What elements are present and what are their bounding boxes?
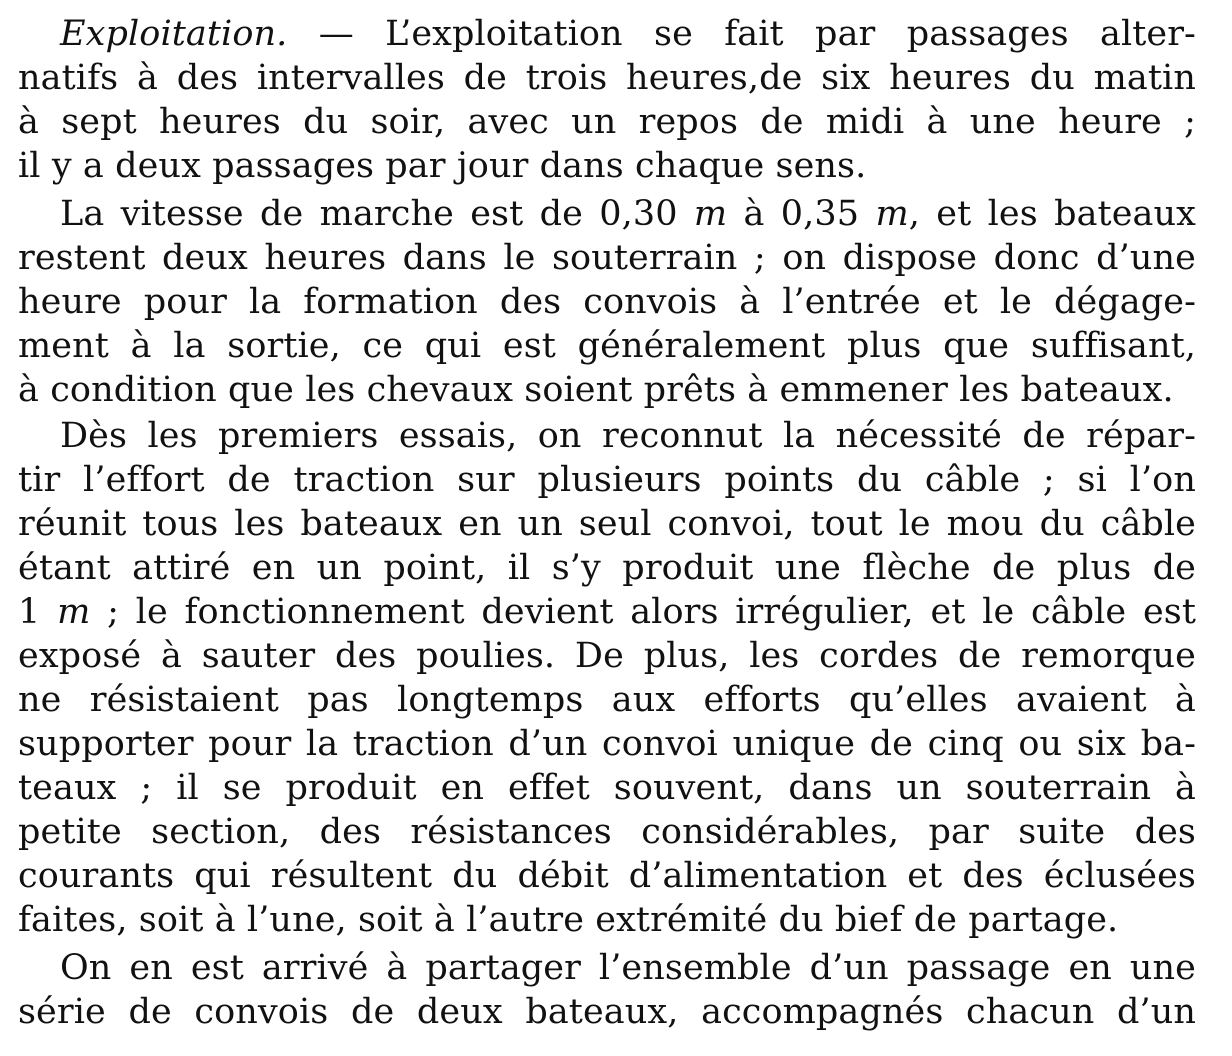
text-line: exposé à sauter des poulies. De plus, les cordes de remorque xyxy=(18,636,1196,676)
text-line: heure pour la formation des convois à l’entrée et le dégage- xyxy=(18,282,1196,322)
text-line: natifs à des intervalles de trois heures,de six heures du matin xyxy=(18,58,1196,98)
text-line: tir l’effort de traction sur plusieurs points du câble ; si l’on xyxy=(18,460,1196,500)
section-heading: Exploitation. xyxy=(60,14,288,54)
text-line xyxy=(60,192,1196,236)
text-run: ; le fonctionnement devient alors irrégulier, et le câble est xyxy=(90,592,1196,632)
text-line: courants qui résultent du débit d’alimentation et des éclusées xyxy=(18,856,1196,896)
text-line xyxy=(60,12,1196,56)
text-run: 1 xyxy=(18,592,58,632)
unit-meter: m xyxy=(693,194,728,234)
text-line: On en est arrivé à partager l’ensemble d’un passage en une xyxy=(60,948,1196,988)
text-line: il y a deux passages par jour dans chaque sens. xyxy=(18,146,867,186)
unit-meter: m xyxy=(875,194,909,234)
text-line: ne résistaient pas longtemps aux efforts qu’elles avaient à xyxy=(18,680,1196,720)
text-line: série de convois de deux bateaux, accompagnés chacun d’un xyxy=(18,992,1196,1032)
text-line: à condition que les chevaux soient prêts à emmener les bateaux. xyxy=(18,370,1174,410)
text-run: La vitesse de marche est de 0,30 xyxy=(60,194,694,234)
text-run: — L’exploitation se fait par passages alter- xyxy=(287,14,1196,54)
text-run: à 0,35 xyxy=(727,194,876,234)
text-line: réunit tous les bateaux en un seul convoi, tout le mou du câble xyxy=(18,504,1196,544)
text-line: teaux ; il se produit en effet souvent, dans un souterrain à xyxy=(18,768,1196,808)
text-line: petite section, des résistances considérables, par suite des xyxy=(18,812,1196,852)
text-line: ment à la sortie, ce qui est généralement plus que suffisant, xyxy=(18,326,1196,366)
text-line: Dès les premiers essais, on reconnut la nécessité de répar- xyxy=(60,416,1196,456)
unit-meter: m xyxy=(57,592,91,632)
text-line xyxy=(18,590,1196,634)
text-run: , et les bateaux xyxy=(908,194,1196,234)
text-line: supporter pour la traction d’un convoi unique de cinq ou six ba- xyxy=(18,724,1196,764)
text-line: faites, soit à l’une, soit à l’autre extrémité du bief de partage. xyxy=(18,900,1119,940)
text-line: étant attiré en un point, il s’y produit une flèche de plus de xyxy=(18,548,1196,588)
text-line: restent deux heures dans le souterrain ; on dispose donc d’une xyxy=(18,238,1196,278)
text-line: à sept heures du soir, avec un repos de midi à une heure ; xyxy=(18,102,1196,142)
